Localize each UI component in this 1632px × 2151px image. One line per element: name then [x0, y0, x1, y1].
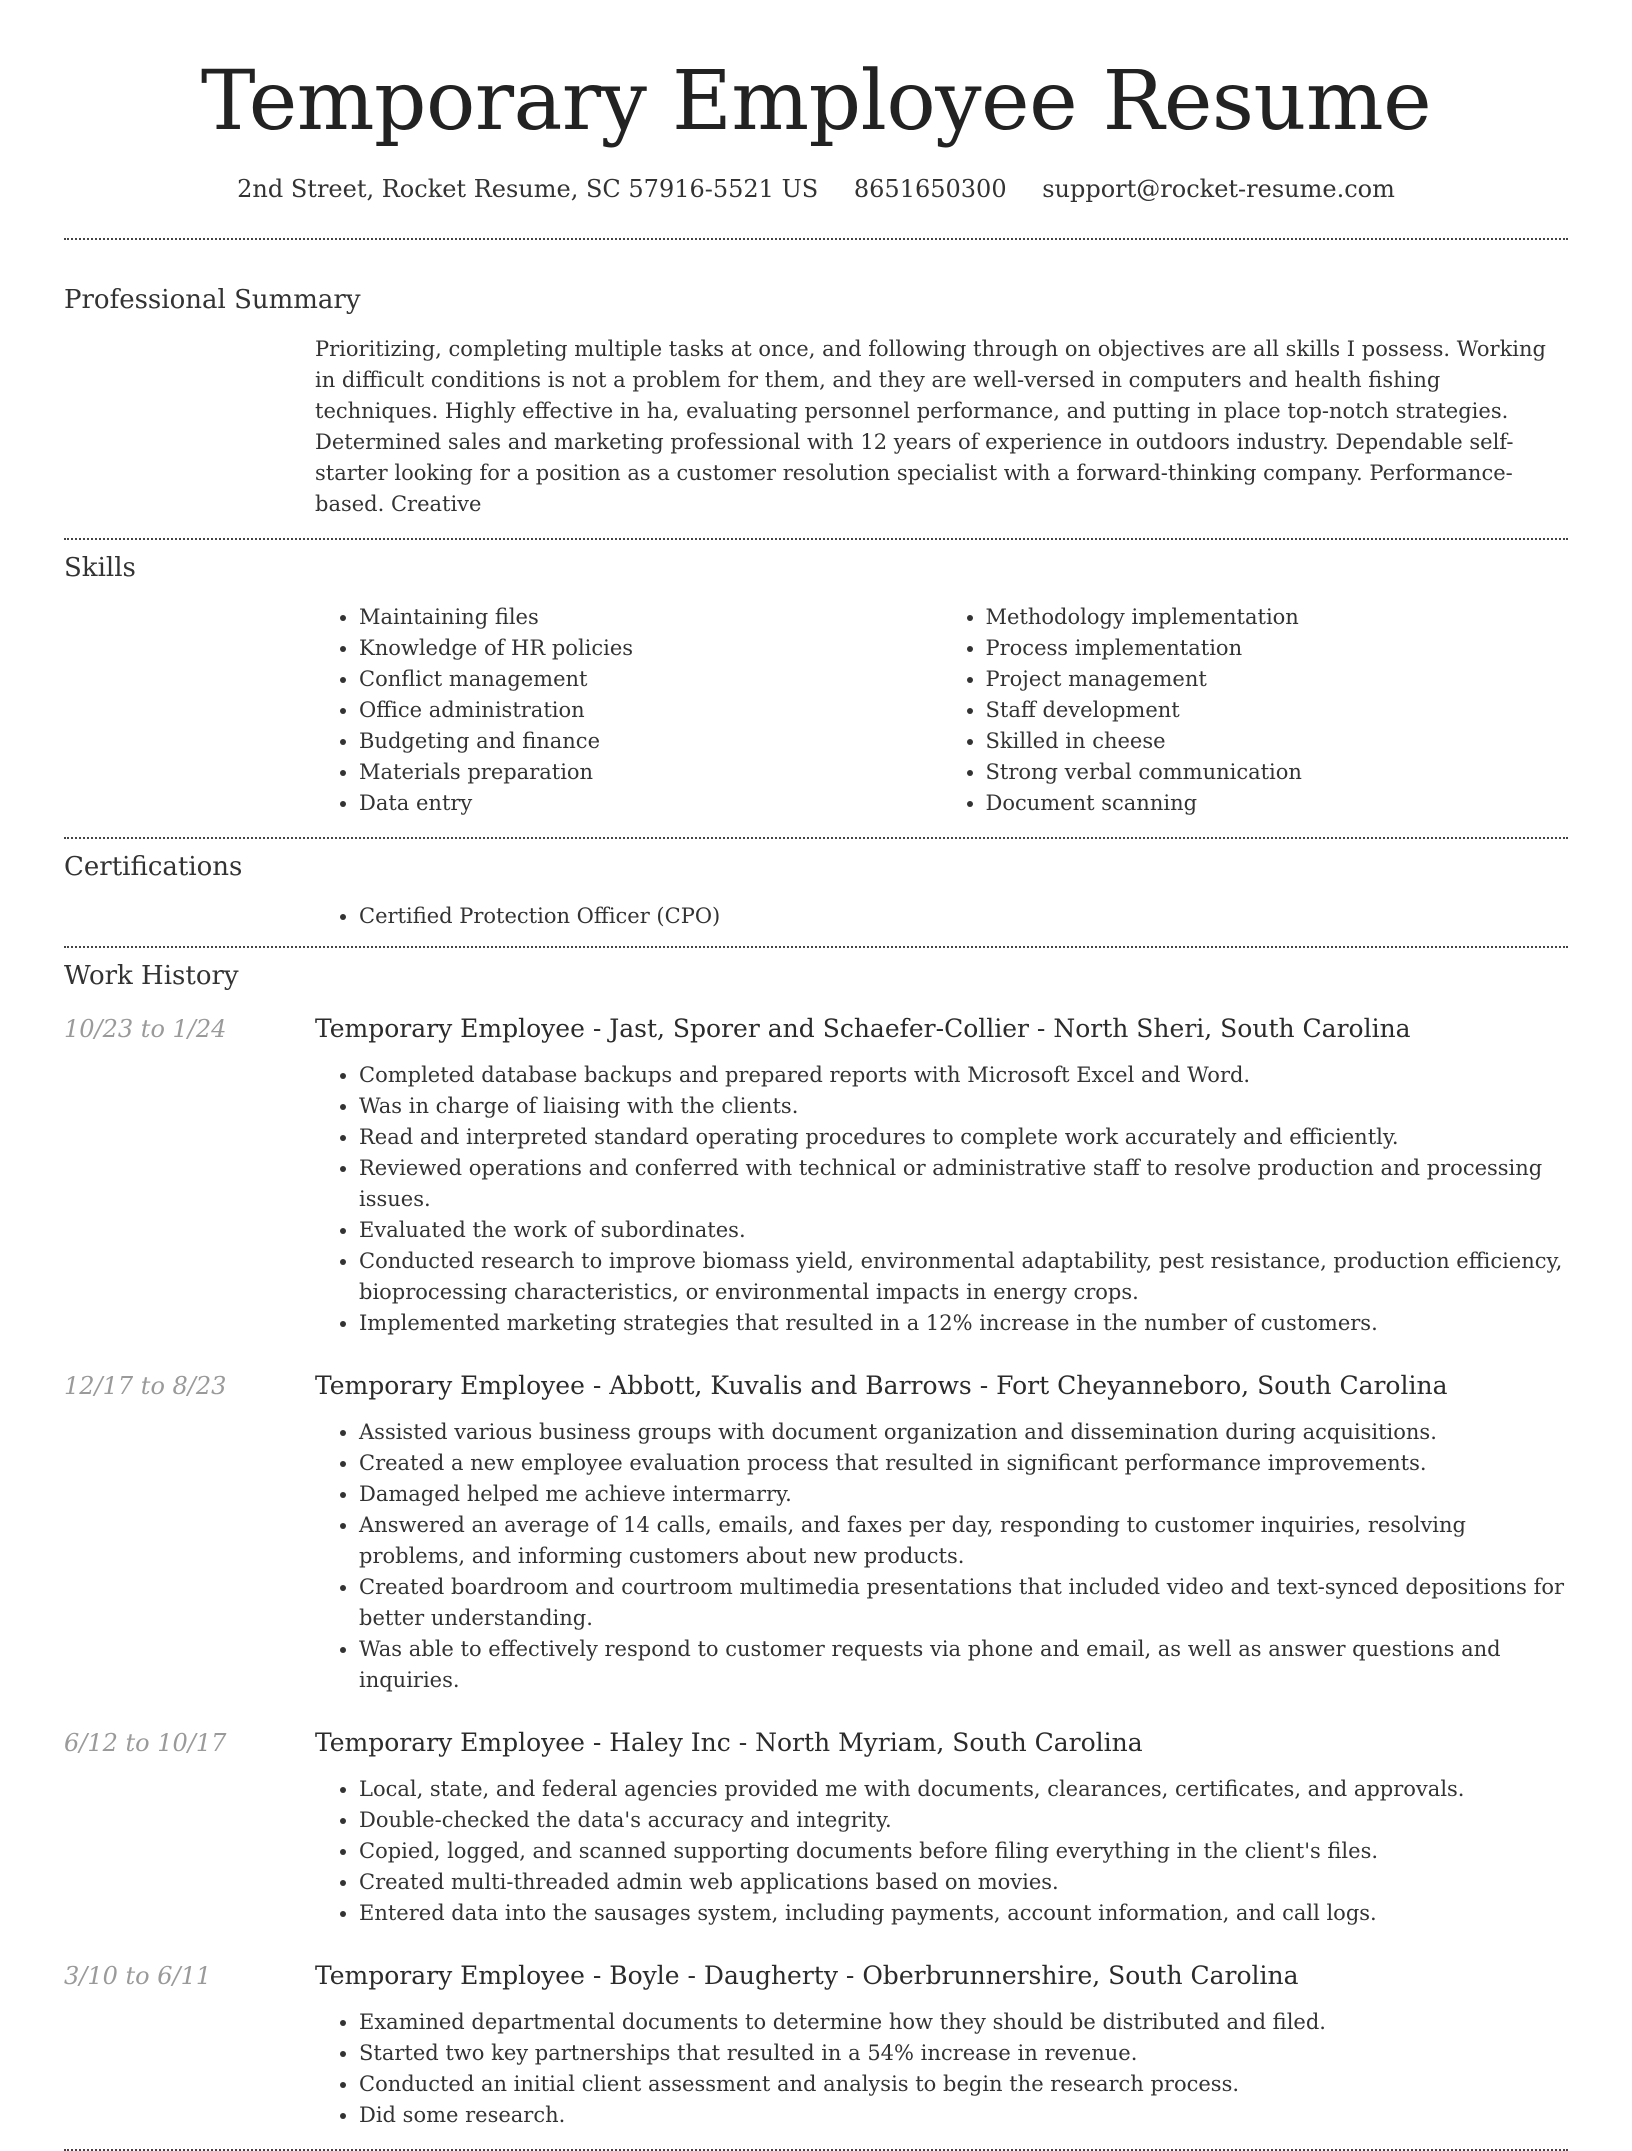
list-item: • Created multi-threaded admin web applications based on movies. — [359, 1867, 1568, 1898]
summary-section — [64, 282, 1568, 520]
jobs-container — [64, 1012, 1568, 2131]
list-item: • Office administration — [359, 695, 942, 726]
list-item: • Budgeting and finance — [359, 726, 942, 757]
job-dates: 10/23 to 1/24 — [64, 1015, 227, 1043]
summary-text: Prioritizing, completing multiple tasks at once, and following through on objectives are all skills I possess. Working in difficult conditions is not a problem for them, and they are well-versed in computers and health fishing techniques. Highly effective in ha, evaluating personnel performance, and putting in place top-notch strategies. Determined sales and marketing professional with 12 years of experience in outdoors industry. Dependable self-starter looking for a position as a customer resolution specialist with a forward-thinking company. Performance-based. Creative — [315, 337, 1546, 516]
list-item: • Damaged helped me achieve intermarry. — [359, 1479, 1568, 1510]
list-item: • Staff development — [986, 695, 1569, 726]
resume-page — [64, 0, 1568, 2151]
work-history-section — [64, 958, 1568, 2131]
job-title: Temporary Employee - Boyle - Daugherty - Oberbrunnershire, South Carolina — [315, 1961, 1299, 1990]
list-item: • Conflict management — [359, 664, 942, 695]
section-heading-summary: Professional Summary — [64, 285, 361, 315]
job-bullets — [315, 1417, 1568, 1696]
section-heading-work-history: Work History — [64, 961, 239, 991]
certifications-list — [315, 901, 1568, 932]
job-entry — [64, 1959, 1568, 2131]
list-item: • Evaluated the work of subordinates. — [359, 1215, 1568, 1246]
job-bullets — [315, 1060, 1568, 1339]
list-item: • Methodology implementation — [986, 602, 1569, 633]
list-item: • Data entry — [359, 788, 942, 819]
list-item: • Created a new employee evaluation process that resulted in significant performance improvements. — [359, 1448, 1568, 1479]
list-item: • Maintaining files — [359, 602, 942, 633]
list-item: • Local, state, and federal agencies provided me with documents, clearances, certificates, and approvals. — [359, 1774, 1568, 1805]
list-item: • Implemented marketing strategies that resulted in a 12% increase in the number of customers. — [359, 1308, 1568, 1339]
certifications-section — [64, 849, 1568, 932]
list-item: • Reviewed operations and conferred with technical or administrative staff to resolve production and processing issues. — [359, 1153, 1568, 1215]
resume-title: Temporary Employee Resume — [200, 54, 1432, 149]
divider — [64, 837, 1568, 839]
list-item: • Was able to effectively respond to customer requests via phone and email, as well as answer questions and inquiries. — [359, 1634, 1568, 1696]
contact-address: 2nd Street, Rocket Resume, SC 57916-5521 US — [237, 175, 819, 203]
section-heading-certifications: Certifications — [64, 852, 243, 882]
section-heading-skills: Skills — [64, 553, 136, 583]
divider — [64, 538, 1568, 540]
list-item: • Copied, logged, and scanned supporting documents before filing everything in the client's files. — [359, 1836, 1568, 1867]
job-entry — [64, 1726, 1568, 1929]
skills-list-left — [315, 602, 942, 819]
job-entry — [64, 1369, 1568, 1696]
list-item: • Completed database backups and prepared reports with Microsoft Excel and Word. — [359, 1060, 1568, 1091]
list-item: • Document scanning — [986, 788, 1569, 819]
contact-phone: 8651650300 — [853, 175, 1007, 203]
skills-list-right — [942, 602, 1569, 819]
job-bullets — [315, 2007, 1568, 2131]
list-item: • Conducted an initial client assessment and analysis to begin the research process. — [359, 2069, 1568, 2100]
job-dates: 6/12 to 10/17 — [64, 1729, 227, 1757]
job-bullets — [315, 1774, 1568, 1929]
list-item: • Strong verbal communication — [986, 757, 1569, 788]
job-title: Temporary Employee - Haley Inc - North Myriam, South Carolina — [315, 1728, 1143, 1757]
job-dates: 3/10 to 6/11 — [64, 1962, 212, 1990]
list-item: • Was in charge of liaising with the clients. — [359, 1091, 1568, 1122]
list-item: • Process implementation — [986, 633, 1569, 664]
contact-line — [64, 172, 1568, 206]
divider — [64, 238, 1568, 240]
list-item: • Examined departmental documents to determine how they should be distributed and filed. — [359, 2007, 1568, 2038]
list-item: • Knowledge of HR policies — [359, 633, 942, 664]
list-item: • Assisted various business groups with document organization and dissemination during acquisitions. — [359, 1417, 1568, 1448]
job-dates: 12/17 to 8/23 — [64, 1372, 227, 1400]
list-item: • Read and interpreted standard operating procedures to complete work accurately and efficiently. — [359, 1122, 1568, 1153]
list-item: • Double-checked the data's accuracy and integrity. — [359, 1805, 1568, 1836]
skills-section — [64, 550, 1568, 819]
list-item: • Skilled in cheese — [986, 726, 1569, 757]
list-item: • Materials preparation — [359, 757, 942, 788]
job-title: Temporary Employee - Abbott, Kuvalis and Barrows - Fort Cheyanneboro, South Carolina — [315, 1371, 1448, 1400]
list-item: • Did some research. — [359, 2100, 1568, 2131]
divider — [64, 946, 1568, 948]
list-item: • Answered an average of 14 calls, emails, and faxes per day, responding to customer inquiries, resolving problems, and informing customers about new products. — [359, 1510, 1568, 1572]
list-item: • Created boardroom and courtroom multimedia presentations that included video and text-synced depositions for better understanding. — [359, 1572, 1568, 1634]
job-entry — [64, 1012, 1568, 1339]
list-item: • Project management — [986, 664, 1569, 695]
list-item: • Started two key partnerships that resulted in a 54% increase in revenue. — [359, 2038, 1568, 2069]
list-item: • Entered data into the sausages system, including payments, account information, and call logs. — [359, 1898, 1568, 1929]
list-item: • Certified Protection Officer (CPO) — [359, 901, 1568, 932]
contact-email: support@rocket-resume.com — [1042, 175, 1395, 203]
list-item: • Conducted research to improve biomass yield, environmental adaptability, pest resistance, production efficiency, bioprocessing characteristics, or environmental impacts in energy crops. — [359, 1246, 1568, 1308]
job-title: Temporary Employee - Jast, Sporer and Schaefer-Collier - North Sheri, South Carolina — [315, 1014, 1411, 1043]
